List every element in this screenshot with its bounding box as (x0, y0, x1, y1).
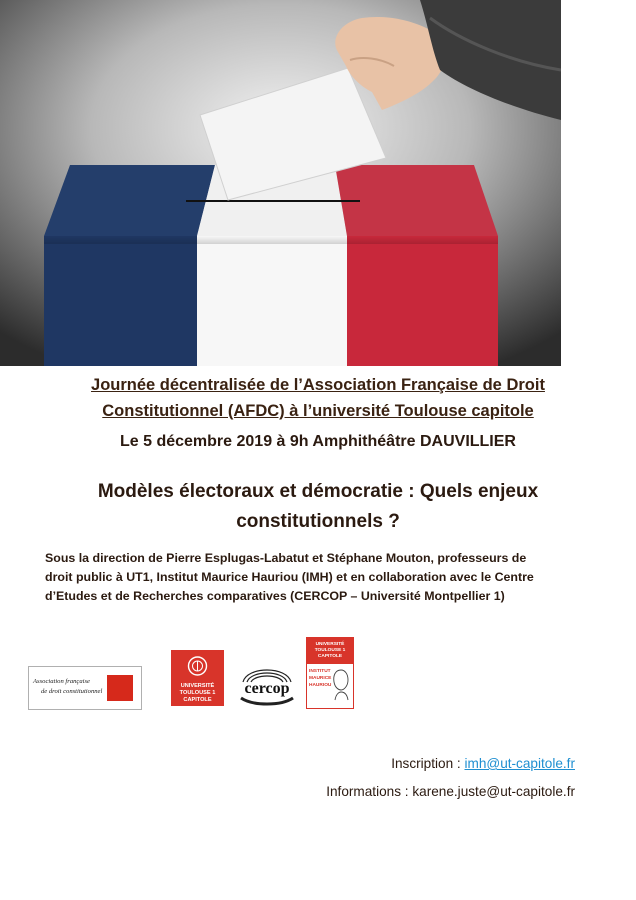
organizers-line-1: Sous la direction de Pierre Esplugas-Labatut et Stéphane Mouton, professeurs de (45, 551, 527, 565)
imh-logo-top-1: UNIVERSITÉ (315, 642, 345, 647)
imh-logo (306, 637, 354, 709)
ut1-logo-line-3: CAPITOLE (183, 697, 212, 703)
imh-logo-top-3: CAPITOLE (317, 654, 343, 659)
imh-logo-bottom-2: MAURICE (309, 676, 332, 681)
organizers-line-3: d’Etudes et de Recherches comparatives (CERCOP – Université Montpellier 1) (45, 589, 505, 603)
afdc-logo-line-1: Association française (33, 678, 90, 685)
imh-logo-header (307, 638, 353, 664)
cercop-logo (233, 660, 301, 708)
afdc-logo (28, 666, 142, 710)
imh-logo-bottom-3: HAURIOU (309, 683, 332, 688)
event-date-location: Le 5 décembre 2019 à 9h Amphithéâtre DAUVILLIER (120, 433, 516, 450)
informations-email: karene.juste@ut-capitole.fr (412, 784, 575, 799)
organizers-line-2: droit public à UT1, Institut Maurice Hauriou (IMH) et en collaboration avec le Centre (45, 570, 534, 584)
ut1-capitole-logo (171, 650, 224, 706)
ut1-emblem-icon (171, 652, 224, 682)
afdc-logo-line-2: de droit constitutionnel (41, 688, 103, 695)
imh-portrait-icon (331, 668, 351, 702)
informations-line (326, 784, 575, 799)
box-front-red (347, 236, 498, 366)
theme-title-line-2: constitutionnels ? (236, 511, 400, 532)
imh-logo-bottom-1: INSTITUT (309, 669, 331, 674)
inscription-email-link[interactable]: imh@ut-capitole.fr (464, 756, 575, 771)
inscription-label: Inscription : (391, 756, 465, 771)
event-title-line-1: Journée décentralisée de l’Association Française de Droit (91, 376, 545, 394)
imh-logo-body (309, 668, 331, 689)
box-front-blue (44, 236, 197, 366)
event-title-line-2: Constitutionnel (AFDC) à l’université Toulouse capitole (102, 402, 534, 420)
ut1-logo-line-2: TOULOUSE 1 (179, 690, 216, 696)
organizers-paragraph (45, 549, 605, 606)
ut1-logo-line-1: UNIVERSITÉ (180, 683, 215, 689)
afdc-red-square (107, 675, 133, 701)
ballot-box-illustration (0, 0, 561, 366)
inscription-line (391, 756, 575, 771)
imh-logo-top-2: TOULOUSE 1 (314, 648, 346, 653)
box-front-white (197, 236, 347, 366)
informations-label: Informations : (326, 784, 413, 799)
cercop-logo-word: cercop (244, 680, 290, 697)
theme-title-line-1: Modèles électoraux et démocratie : Quels enjeux (97, 481, 539, 502)
